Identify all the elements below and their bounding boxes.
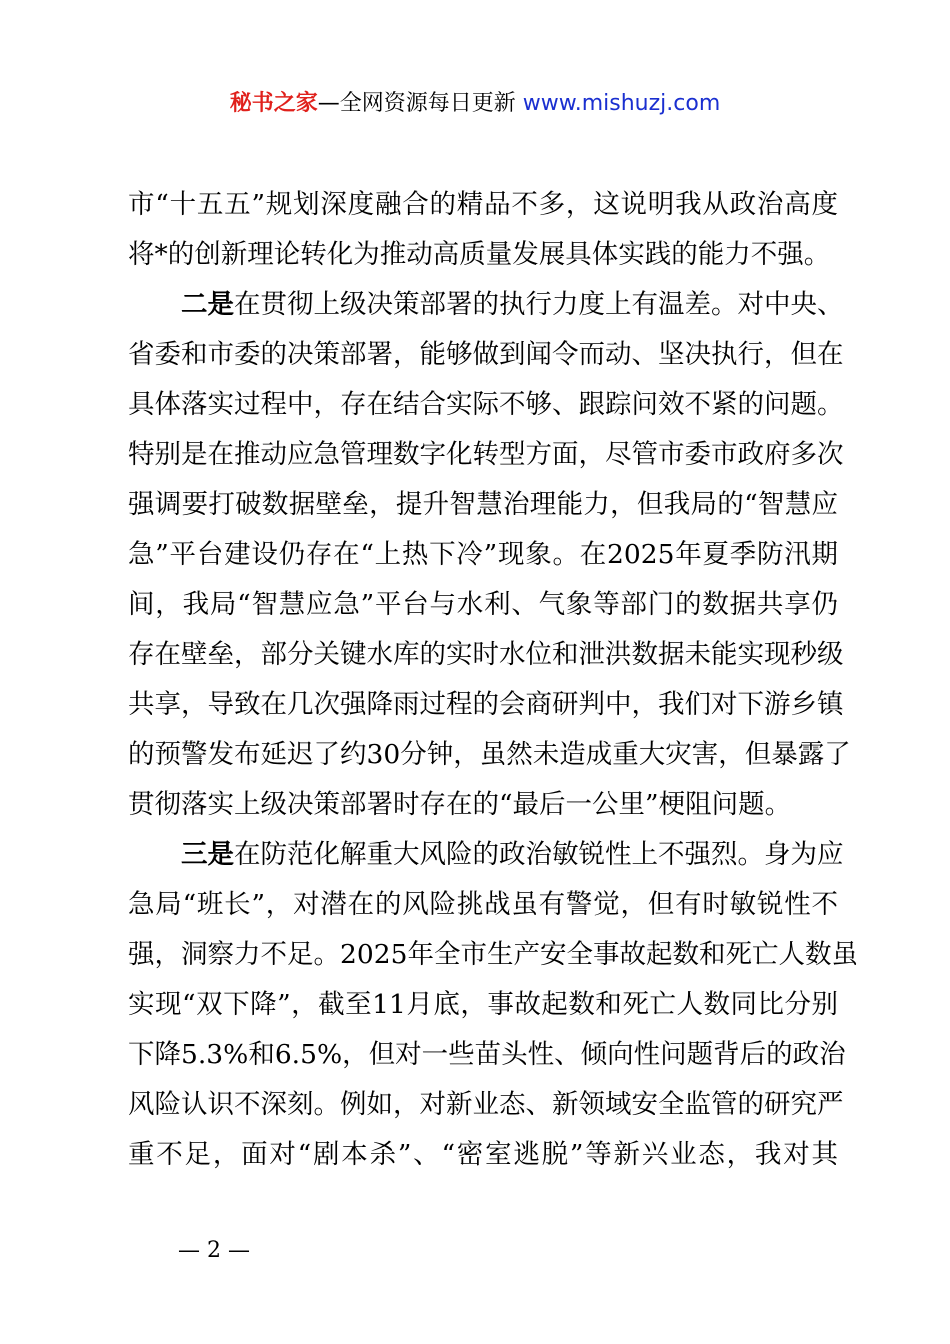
site-header bbox=[0, 86, 950, 122]
body-line: 省委和市委的决策部署，能够做到闻令而动、坚决执行，但在 bbox=[128, 339, 844, 370]
body-line: 具体落实过程中，存在结合实际不够、跟踪问效不紧的问题。 bbox=[128, 389, 844, 420]
body-line: 风险认识不深刻。例如，对新业态、新领域安全监管的研究严 bbox=[128, 1089, 844, 1120]
body-line: 实现“双下降”，截至11月底，事故起数和死亡人数同比分别 bbox=[128, 989, 838, 1020]
paragraph-two-start bbox=[128, 280, 844, 330]
body-line: 将*的创新理论转化为推动高质量发展具体实践的能力不强。 bbox=[128, 239, 831, 270]
body-line: 贯彻落实上级决策部署时存在的“最后一公里”梗阻问题。 bbox=[128, 789, 792, 820]
site-url-link[interactable]: www.mishuzj.com bbox=[522, 91, 721, 116]
paragraph-three-start bbox=[128, 830, 844, 880]
body-line: 重不足，面对“剧本杀”、“密室逃脱”等新兴业态，我对其 bbox=[128, 1139, 838, 1170]
body-line: 急局“班长”，对潜在的风险挑战虽有警觉，但有时敏锐性不 bbox=[128, 889, 838, 920]
paragraph-text: 在贯彻上级决策部署的执行力度上有温差。对中央、 bbox=[234, 289, 844, 320]
paragraph-text: 在防范化解重大风险的政治敏锐性上不强烈。身为应 bbox=[234, 839, 844, 870]
body-line: 强，洞察力不足。2025年全市生产安全事故起数和死亡人数虽 bbox=[128, 939, 858, 970]
body-line: 存在壁垒，部分关键水库的实时水位和泄洪数据未能实现秒级 bbox=[128, 639, 844, 670]
body-line: 的预警发布延迟了约30分钟，虽然未造成重大灾害，但暴露了 bbox=[128, 739, 851, 770]
body-line: 市“十五五”规划深度融合的精品不多，这说明我从政治高度 bbox=[128, 189, 838, 220]
body-line: 共享，导致在几次强降雨过程的会商研判中，我们对下游乡镇 bbox=[128, 689, 844, 720]
body-line: 下降5.3%和6.5%，但对一些苗头性、倾向性问题背后的政治 bbox=[128, 1039, 846, 1070]
page-number: — 2 — bbox=[178, 1238, 250, 1263]
body-line: 强调要打破数据壁垒，提升智慧治理能力，但我局的“智慧应 bbox=[128, 489, 838, 520]
body-line: 间，我局“智慧应急”平台与水利、气象等部门的数据共享仍 bbox=[128, 589, 838, 620]
body-line: 急”平台建设仍存在“上热下冷”现象。在2025年夏季防汛期 bbox=[128, 539, 838, 570]
site-brand: 秘书之家 bbox=[229, 91, 318, 116]
body-line: 特别是在推动应急管理数字化转型方面，尽管市委市政府多次 bbox=[128, 439, 844, 470]
paragraph-lead: 二是 bbox=[181, 289, 234, 320]
site-tagline: —全网资源每日更新 bbox=[317, 91, 516, 116]
paragraph-lead: 三是 bbox=[181, 839, 234, 870]
document-body bbox=[128, 180, 858, 1180]
